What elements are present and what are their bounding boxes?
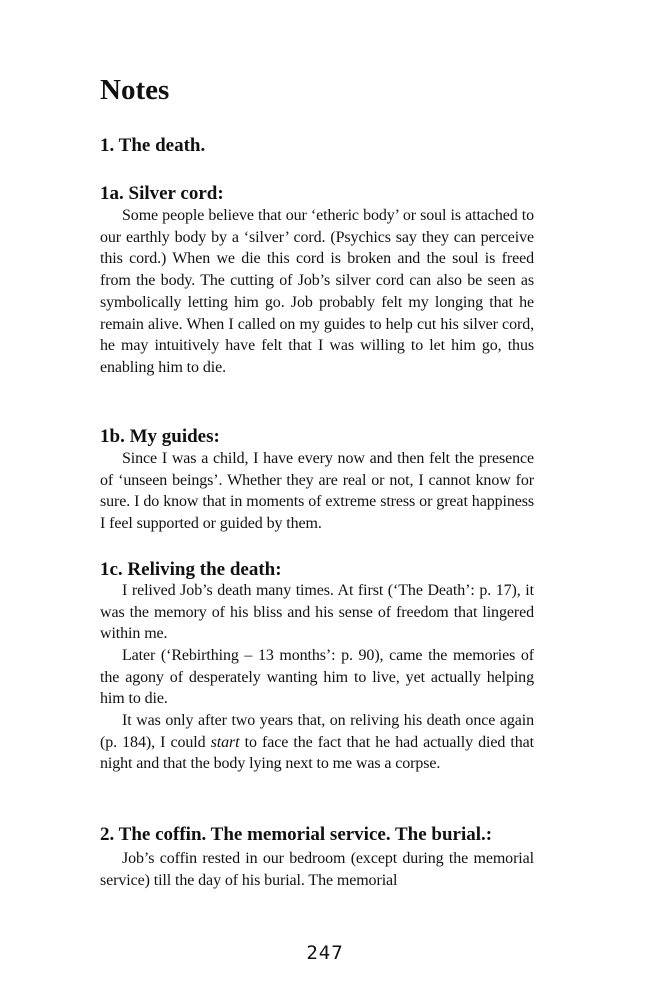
section-heading-death: 1. The death. bbox=[100, 135, 206, 156]
page-title: Notes bbox=[100, 74, 170, 106]
paragraph-coffin: Job’s coffin rested in our bedroom (except during the memorial service) till the day of his burial. The memorial bbox=[100, 850, 534, 889]
subsection-heading-my-guides: 1b. My guides: bbox=[100, 426, 220, 447]
paragraph-reliving-death-2: Later (‘Rebirthing – 13 months’: p. 90), came the memories of the agony of desperately wanting him to live, yet actually helping him to die. bbox=[100, 647, 534, 708]
emphasized-word: start bbox=[210, 733, 240, 751]
section-heading-coffin-memorial-burial: 2. The coffin. The memorial service. The burial.: bbox=[100, 824, 493, 845]
paragraph-my-guides: Since I was a child, I have every now and then felt the presence of ‘unseen beings’. Whether they are real or not, I cannot know for sure. I do know that in moments of extreme stress or great happiness I feel supported or guided by them. bbox=[100, 450, 534, 533]
paragraph-text-before-emphasis: It was only after two years that, on reliving his death once again (p. 184), I could bbox=[100, 712, 534, 751]
paragraph-text-after-emphasis: to face the fact that he had actually died that night and that the body lying next to me was a corpse. bbox=[100, 733, 534, 773]
subsection-heading-silver-cord: 1a. Silver cord: bbox=[100, 183, 224, 204]
paragraph-reliving-death-3 bbox=[100, 710, 534, 775]
page-number: 247 bbox=[306, 942, 344, 964]
subsection-heading-reliving-death: 1c. Reliving the death: bbox=[100, 559, 282, 580]
paragraph-reliving-death-1: I relived Job’s death many times. At first (‘The Death’: p. 17), it was the memory of his bliss and his sense of freedom that lingered within me. bbox=[100, 582, 534, 643]
paragraph-silver-cord: Some people believe that our ‘etheric body’ or soul is attached to our earthly body by a ‘silver’ cord. (Psychics say they can perceive this cord.) When we die this cord is broken and the soul is freed from the body. The cutting of Job’s silver cord can also be seen as symbolically letting him go. Job probably felt my longing that he remain alive. When I called on my guides to help cut his silver cord, he may intuitively have felt that I was willing to let him go, thus enabling him to die. bbox=[100, 207, 534, 376]
